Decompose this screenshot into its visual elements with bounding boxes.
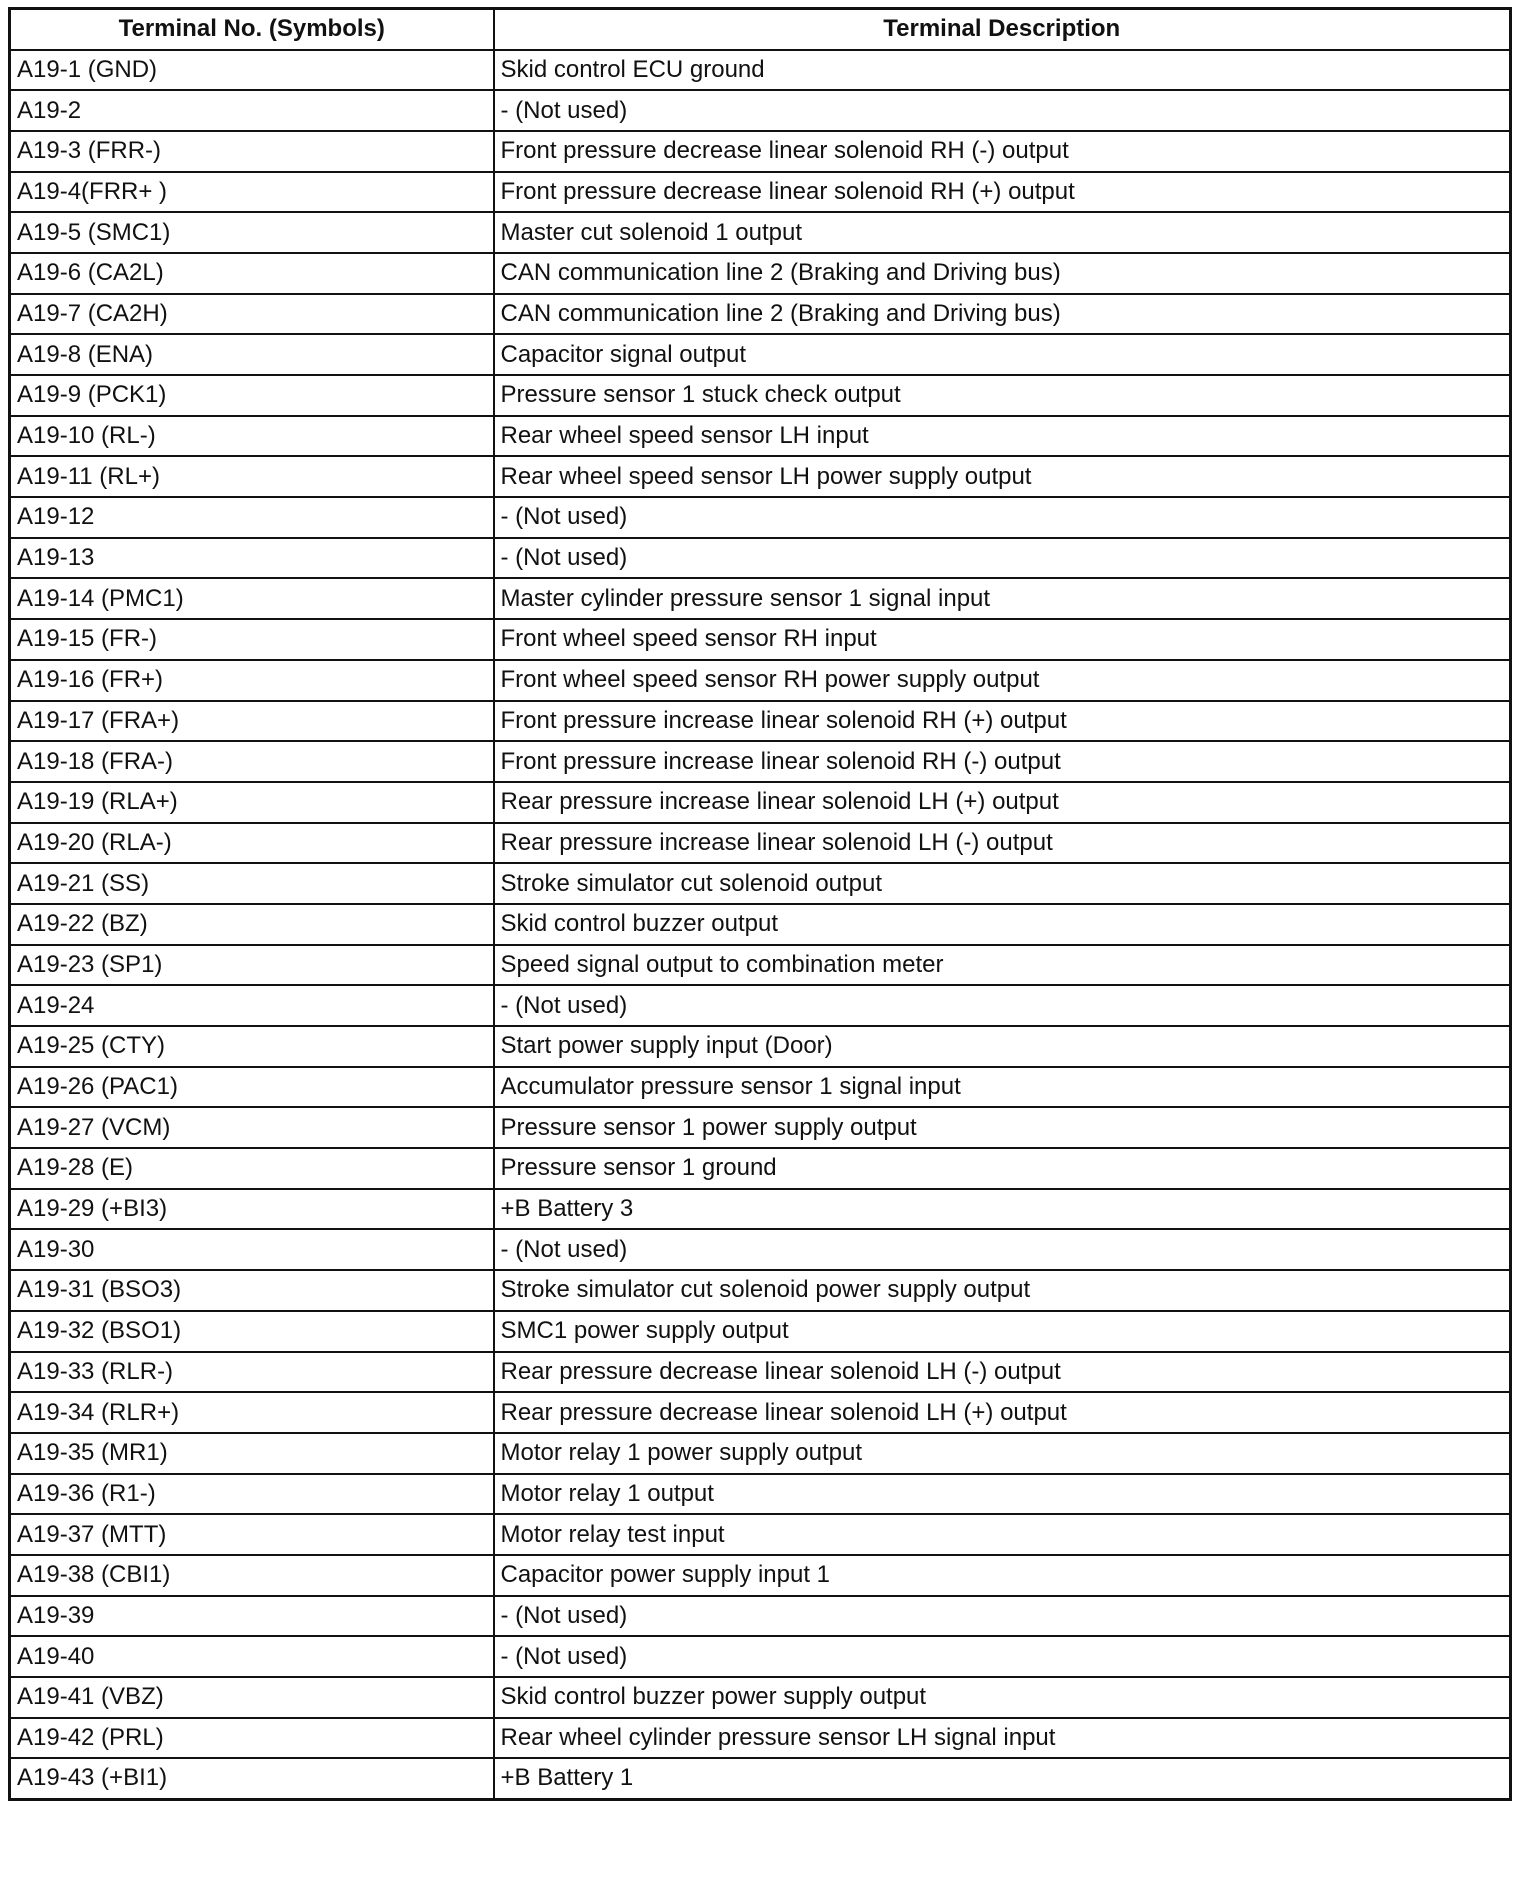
terminal-cell: A19-4(FRR+ )	[10, 172, 494, 213]
table-row	[10, 863, 1511, 904]
column-header-terminal: Terminal No. (Symbols)	[10, 9, 494, 50]
table-row	[10, 416, 1511, 457]
table-row	[10, 741, 1511, 782]
terminal-cell: A19-2	[10, 90, 494, 131]
terminal-table	[8, 7, 1512, 1801]
table-row	[10, 172, 1511, 213]
description-cell: - (Not used)	[494, 1596, 1511, 1637]
terminal-cell: A19-29 (+BI3)	[10, 1189, 494, 1230]
table-row	[10, 701, 1511, 742]
description-cell: Rear wheel cylinder pressure sensor LH signal input	[494, 1718, 1511, 1759]
terminal-cell: A19-23 (SP1)	[10, 945, 494, 986]
table-row	[10, 253, 1511, 294]
terminal-cell: A19-40	[10, 1636, 494, 1677]
description-cell: Capacitor signal output	[494, 334, 1511, 375]
terminal-cell: A19-16 (FR+)	[10, 660, 494, 701]
description-cell: - (Not used)	[494, 985, 1511, 1026]
table-row	[10, 1555, 1511, 1596]
terminal-cell: A19-31 (BSO3)	[10, 1270, 494, 1311]
description-cell: - (Not used)	[494, 497, 1511, 538]
description-cell: Motor relay test input	[494, 1514, 1511, 1555]
description-cell: Skid control ECU ground	[494, 50, 1511, 91]
description-cell: Rear pressure increase linear solenoid LH (+) output	[494, 782, 1511, 823]
terminal-cell: A19-39	[10, 1596, 494, 1637]
table-row	[10, 50, 1511, 91]
description-cell: Front pressure decrease linear solenoid RH (+) output	[494, 172, 1511, 213]
description-cell: Rear pressure increase linear solenoid LH (-) output	[494, 823, 1511, 864]
terminal-cell: A19-19 (RLA+)	[10, 782, 494, 823]
description-cell: Front pressure increase linear solenoid RH (-) output	[494, 741, 1511, 782]
table-row	[10, 1758, 1511, 1799]
terminal-cell: A19-43 (+BI1)	[10, 1758, 494, 1799]
terminal-cell: A19-24	[10, 985, 494, 1026]
table-row	[10, 578, 1511, 619]
description-cell: Motor relay 1 power supply output	[494, 1433, 1511, 1474]
table-row	[10, 334, 1511, 375]
terminal-cell: A19-15 (FR-)	[10, 619, 494, 660]
table-row	[10, 538, 1511, 579]
table-row	[10, 1026, 1511, 1067]
terminal-cell: A19-28 (E)	[10, 1148, 494, 1189]
description-cell: - (Not used)	[494, 538, 1511, 579]
description-cell: CAN communication line 2 (Braking and Driving bus)	[494, 253, 1511, 294]
table-row	[10, 904, 1511, 945]
description-cell: - (Not used)	[494, 1636, 1511, 1677]
terminal-cell: A19-36 (R1-)	[10, 1474, 494, 1515]
table-row	[10, 1189, 1511, 1230]
table-row	[10, 945, 1511, 986]
description-cell: - (Not used)	[494, 1229, 1511, 1270]
table-row	[10, 1107, 1511, 1148]
table-row	[10, 1270, 1511, 1311]
column-header-description: Terminal Description	[494, 9, 1511, 50]
terminal-cell: A19-27 (VCM)	[10, 1107, 494, 1148]
terminal-cell: A19-9 (PCK1)	[10, 375, 494, 416]
description-cell: +B Battery 3	[494, 1189, 1511, 1230]
description-cell: Accumulator pressure sensor 1 signal input	[494, 1067, 1511, 1108]
terminal-cell: A19-7 (CA2H)	[10, 294, 494, 335]
terminal-cell: A19-20 (RLA-)	[10, 823, 494, 864]
terminal-cell: A19-25 (CTY)	[10, 1026, 494, 1067]
description-cell: Front pressure decrease linear solenoid RH (-) output	[494, 131, 1511, 172]
description-cell: +B Battery 1	[494, 1758, 1511, 1799]
table-body	[10, 50, 1511, 1800]
table-row	[10, 90, 1511, 131]
table-row	[10, 1433, 1511, 1474]
terminal-cell: A19-41 (VBZ)	[10, 1677, 494, 1718]
table-row	[10, 823, 1511, 864]
table-row	[10, 985, 1511, 1026]
terminal-cell: A19-11 (RL+)	[10, 456, 494, 497]
table-row	[10, 660, 1511, 701]
table-row	[10, 375, 1511, 416]
description-cell: Skid control buzzer power supply output	[494, 1677, 1511, 1718]
description-cell: - (Not used)	[494, 90, 1511, 131]
description-cell: Master cut solenoid 1 output	[494, 212, 1511, 253]
table-row	[10, 294, 1511, 335]
table-row	[10, 1392, 1511, 1433]
table-row	[10, 1352, 1511, 1393]
description-cell: Pressure sensor 1 power supply output	[494, 1107, 1511, 1148]
description-cell: Rear pressure decrease linear solenoid LH (+) output	[494, 1392, 1511, 1433]
description-cell: Capacitor power supply input 1	[494, 1555, 1511, 1596]
terminal-cell: A19-6 (CA2L)	[10, 253, 494, 294]
description-cell: Rear wheel speed sensor LH power supply output	[494, 456, 1511, 497]
description-cell: Start power supply input (Door)	[494, 1026, 1511, 1067]
terminal-cell: A19-34 (RLR+)	[10, 1392, 494, 1433]
terminal-cell: A19-12	[10, 497, 494, 538]
terminal-cell: A19-38 (CBI1)	[10, 1555, 494, 1596]
table-row	[10, 1514, 1511, 1555]
terminal-cell: A19-3 (FRR-)	[10, 131, 494, 172]
table-row	[10, 131, 1511, 172]
table-row	[10, 212, 1511, 253]
terminal-cell: A19-32 (BSO1)	[10, 1311, 494, 1352]
table-row	[10, 1067, 1511, 1108]
table-row	[10, 1311, 1511, 1352]
terminal-cell: A19-1 (GND)	[10, 50, 494, 91]
description-cell: Master cylinder pressure sensor 1 signal input	[494, 578, 1511, 619]
terminal-cell: A19-5 (SMC1)	[10, 212, 494, 253]
terminal-cell: A19-17 (FRA+)	[10, 701, 494, 742]
description-cell: Front pressure increase linear solenoid RH (+) output	[494, 701, 1511, 742]
description-cell: Pressure sensor 1 stuck check output	[494, 375, 1511, 416]
table-row	[10, 619, 1511, 660]
description-cell: Rear pressure decrease linear solenoid LH (-) output	[494, 1352, 1511, 1393]
table-row	[10, 782, 1511, 823]
terminal-cell: A19-30	[10, 1229, 494, 1270]
terminal-cell: A19-14 (PMC1)	[10, 578, 494, 619]
terminal-cell: A19-35 (MR1)	[10, 1433, 494, 1474]
description-cell: Rear wheel speed sensor LH input	[494, 416, 1511, 457]
terminal-cell: A19-22 (BZ)	[10, 904, 494, 945]
table-row	[10, 1148, 1511, 1189]
table-row	[10, 456, 1511, 497]
terminal-cell: A19-37 (MTT)	[10, 1514, 494, 1555]
description-cell: Pressure sensor 1 ground	[494, 1148, 1511, 1189]
description-cell: Front wheel speed sensor RH power supply output	[494, 660, 1511, 701]
terminal-cell: A19-18 (FRA-)	[10, 741, 494, 782]
description-cell: CAN communication line 2 (Braking and Driving bus)	[494, 294, 1511, 335]
terminal-cell: A19-42 (PRL)	[10, 1718, 494, 1759]
description-cell: Motor relay 1 output	[494, 1474, 1511, 1515]
terminal-cell: A19-8 (ENA)	[10, 334, 494, 375]
terminal-cell: A19-13	[10, 538, 494, 579]
terminal-cell: A19-33 (RLR-)	[10, 1352, 494, 1393]
description-cell: Stroke simulator cut solenoid power supply output	[494, 1270, 1511, 1311]
table-row	[10, 1229, 1511, 1270]
description-cell: Front wheel speed sensor RH input	[494, 619, 1511, 660]
description-cell: Stroke simulator cut solenoid output	[494, 863, 1511, 904]
description-cell: Skid control buzzer output	[494, 904, 1511, 945]
table-row	[10, 1636, 1511, 1677]
description-cell: Speed signal output to combination meter	[494, 945, 1511, 986]
table-row	[10, 1596, 1511, 1637]
terminal-cell: A19-10 (RL-)	[10, 416, 494, 457]
table-row	[10, 497, 1511, 538]
table-row	[10, 1718, 1511, 1759]
table-row	[10, 1677, 1511, 1718]
terminal-cell: A19-21 (SS)	[10, 863, 494, 904]
terminal-cell: A19-26 (PAC1)	[10, 1067, 494, 1108]
description-cell: SMC1 power supply output	[494, 1311, 1511, 1352]
table-row	[10, 1474, 1511, 1515]
table-header-row	[10, 9, 1511, 50]
